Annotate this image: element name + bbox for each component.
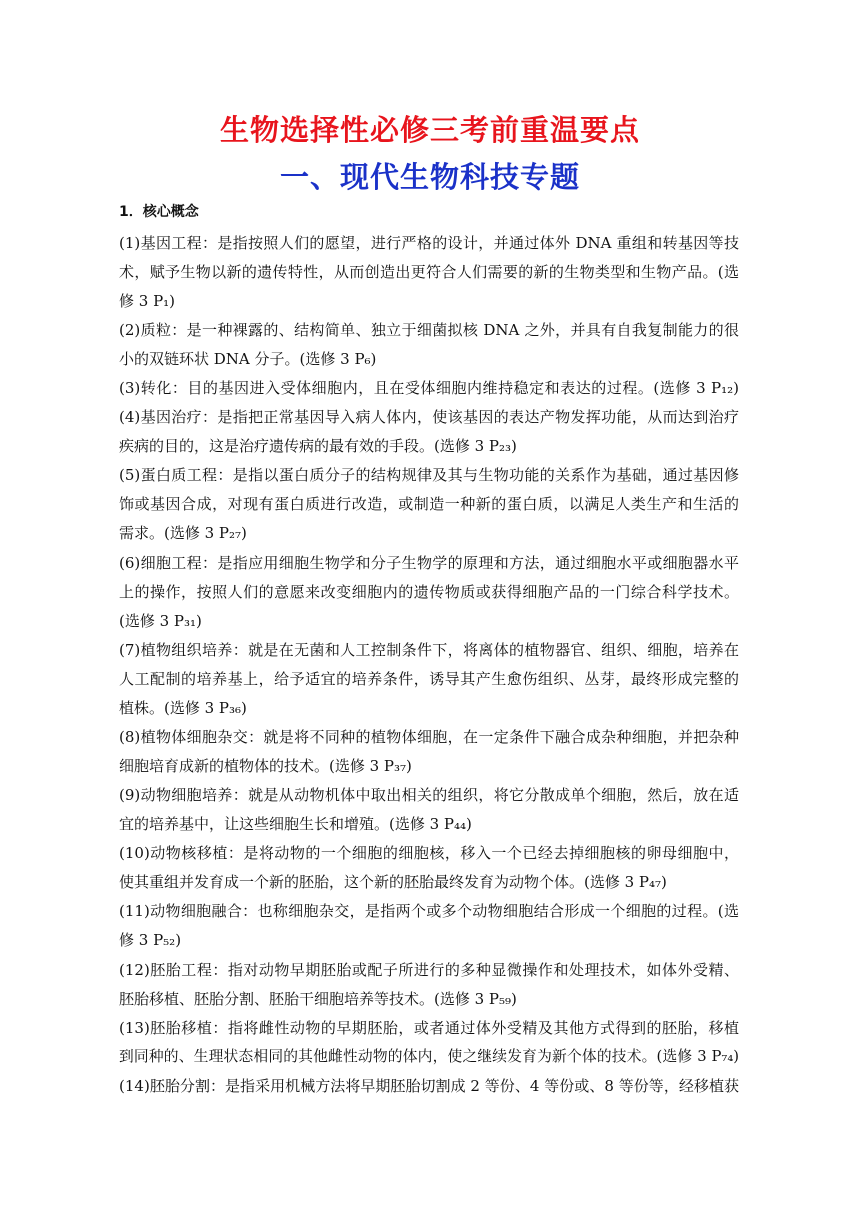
body-line: (7)植物组织培养：就是在无菌和人工控制条件下，将离体的植物器官、组织、细胞，培养在 (119, 641, 739, 659)
body-line: 人工配制的培养基上，给予适宜的培养条件，诱导其产生愈伤组织、丛芽，最终形成完整的 (119, 670, 739, 688)
body-line: (6)细胞工程：是指应用细胞生物学和分子生物学的原理和方法，通过细胞水平或细胞器水平 (119, 554, 739, 572)
body-line: (14)胚胎分割：是指采用机械方法将早期胚胎切割成 2 等份、4 等份或、8 等份等，经移植获 (119, 1077, 739, 1095)
body-line: 疾病的目的，这是治疗遗传病的最有效的手段。(选修 3 P₂₃) (119, 437, 517, 455)
body-line: 修 3 P₁) (119, 292, 176, 310)
document-title: 生物选择性必修三考前重温要点 (219, 113, 640, 147)
body-line: (12)胚胎工程：指对动物早期胚胎或配子所进行的多种显微操作和处理技术，如体外受精、 (119, 961, 739, 979)
body-line: (13)胚胎移植：指将雌性动物的早期胚胎，或者通过体外受精及其他方式得到的胚胎，移植 (119, 1019, 739, 1037)
body-line: 饰或基因合成，对现有蛋白质进行改造，或制造一种新的蛋白质，以满足人类生产和生活的 (119, 495, 739, 513)
section-heading: 1．核心概念 (119, 204, 199, 220)
body-line: (10)动物核移植：是将动物的一个细胞的细胞核，移入一个已经去掉细胞核的卵母细胞中， (119, 844, 739, 862)
body-line: 胚胎移植、胚胎分割、胚胎干细胞培养等技术。(选修 3 P₅₉) (119, 990, 517, 1008)
body-line: (2)质粒：是一种裸露的、结构简单、独立于细菌拟核 DNA 之外，并具有自我复制能力的很 (119, 321, 739, 339)
body-line: 上的操作，按照人们的意愿来改变细胞内的遗传物质或获得细胞产品的一门综合科学技术。 (119, 583, 739, 601)
body-line: 修 3 P₅₂) (119, 931, 182, 949)
body-line: (9)动物细胞培养：就是从动物机体中取出相关的组织，将它分散成单个细胞，然后，放在适 (119, 786, 739, 804)
body-line: 术，赋予生物以新的遗传特性，从而创造出更符合人们需要的新的生物类型和生物产品。(选 (119, 263, 739, 281)
body-line: (1)基因工程：是指按照人们的愿望，进行严格的设计，并通过体外 DNA 重组和转基因等技 (119, 234, 739, 252)
document-subtitle: 一、现代生物科技专题 (279, 160, 580, 194)
body-line: (5)蛋白质工程：是指以蛋白质分子的结构规律及其与生物功能的关系作为基础，通过基因修 (119, 466, 739, 484)
body-line: 植株。(选修 3 P₃₆) (119, 699, 247, 717)
body-line: (4)基因治疗：是指把正常基因导入病人体内，使该基因的表达产物发挥功能，从而达到治疗 (119, 408, 739, 426)
body-line: 细胞培育成新的植物体的技术。(选修 3 P₃₇) (119, 757, 412, 775)
body-line: 需求。(选修 3 P₂₇) (119, 524, 247, 542)
body-line: (8)植物体细胞杂交：就是将不同种的植物体细胞，在一定条件下融合成杂种细胞，并把杂种 (119, 728, 739, 746)
body-line: (3)转化：目的基因进入受体细胞内，且在受体细胞内维持稳定和表达的过程。(选修 3 P₁₂) (119, 379, 739, 397)
body-line: 小的双链环状 DNA 分子。(选修 3 P₆) (119, 350, 377, 368)
body-line: 宜的培养基中，让这些细胞生长和增殖。(选修 3 P₄₄) (119, 815, 472, 833)
body-line: (11)动物细胞融合：也称细胞杂交，是指两个或多个动物细胞结合形成一个细胞的过程。(选 (119, 902, 739, 920)
body-line: 到同种的、生理状态相同的其他雌性动物的体内，使之继续发育为新个体的技术。(选修 3 P₇₄) (119, 1048, 739, 1065)
body-line: (选修 3 P₃₁) (119, 612, 202, 630)
body-line: 使其重组并发育成一个新的胚胎，这个新的胚胎最终发育为动物个体。(选修 3 P₄₇) (119, 873, 667, 891)
